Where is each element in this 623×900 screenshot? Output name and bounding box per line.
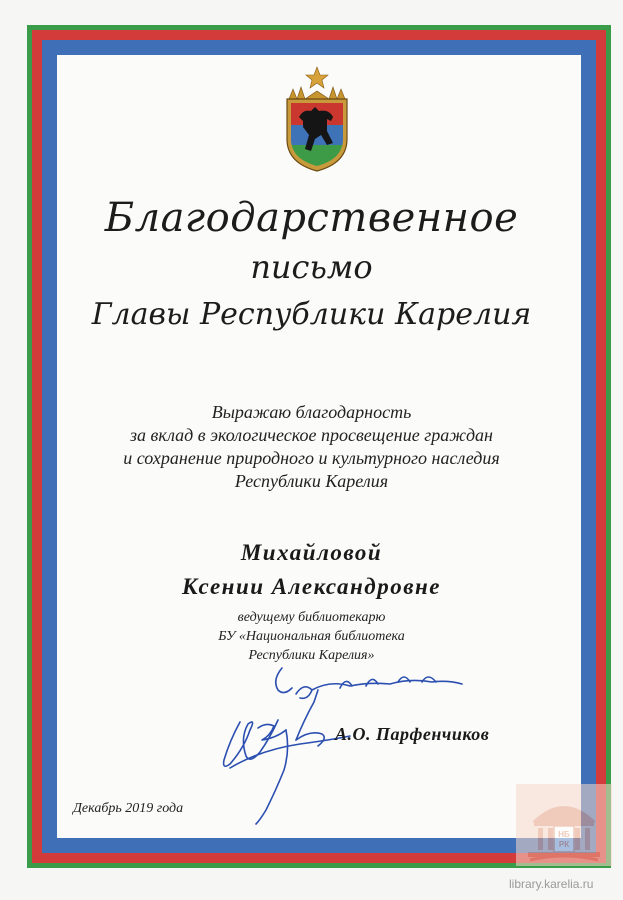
karelia-coat-of-arms-icon bbox=[281, 65, 353, 173]
svg-text:НБ: НБ bbox=[558, 830, 570, 839]
letter-title-subtitle: письмо bbox=[250, 248, 373, 286]
issue-date: Декабрь 2019 года bbox=[73, 801, 184, 816]
letter-title: Благодарственное bbox=[104, 195, 519, 241]
recipient-name bbox=[0, 536, 623, 604]
handwritten-signature bbox=[200, 660, 490, 830]
svg-text:РК: РК bbox=[558, 840, 570, 849]
watermark-site: library.karelia.ru bbox=[509, 877, 594, 891]
gratitude-line: Выражаю благодарность bbox=[211, 402, 412, 422]
position-line: ведущему библиотекарю bbox=[237, 610, 386, 625]
position-line: БУ «Национальная библиотека bbox=[218, 629, 405, 644]
recipient-position bbox=[0, 608, 623, 665]
gratitude-line: за вклад в экологическое просвещение граждан bbox=[129, 425, 493, 445]
gratitude-line: и сохранение природного и культурного наследия bbox=[123, 448, 500, 468]
letter-issuer: Главы Республики Карелия bbox=[91, 297, 532, 332]
gratitude-line: Республики Карелия bbox=[234, 471, 389, 491]
recipient-surname: Михайловой bbox=[240, 540, 383, 565]
signer-name: А.О. Парфенчиков bbox=[335, 724, 490, 744]
gratitude-text bbox=[0, 401, 623, 493]
position-line: Республики Карелия» bbox=[248, 648, 375, 663]
recipient-given-names: Ксении Александровне bbox=[182, 574, 441, 599]
library-logo-icon bbox=[512, 780, 616, 870]
